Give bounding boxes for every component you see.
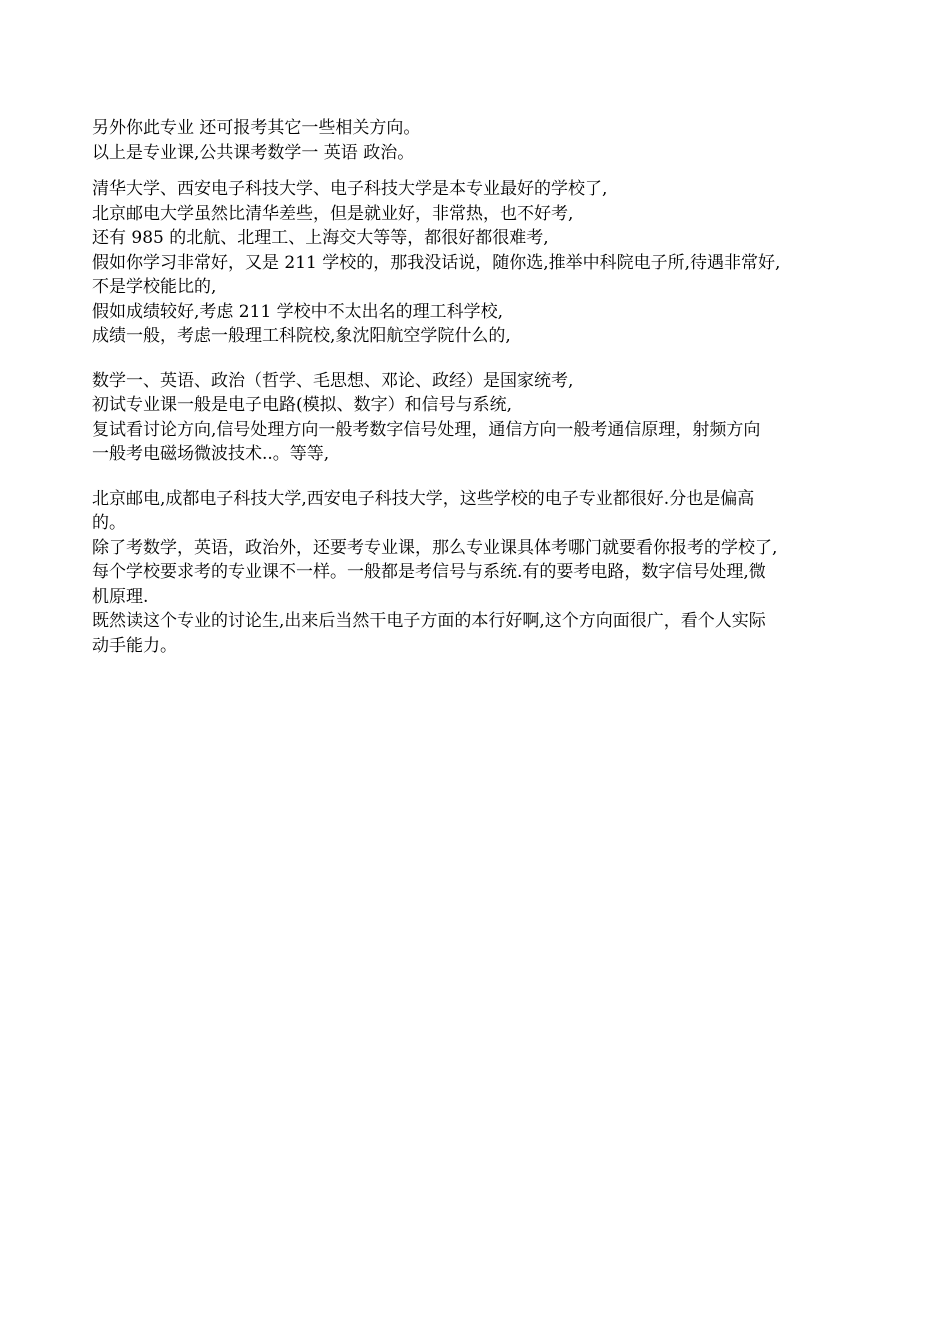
text-line: 假如成绩较好,考虑 211 学校中不太出名的理工科学校, — [92, 301, 504, 322]
text-line: 每个学校要求考的专业课不一样。一般都是考信号与系统.有的要考电路，数字信号处理,微 — [92, 562, 766, 582]
text-line: 还有 985 的北航、北理工、上海交大等等，都很好都很难考, — [92, 228, 549, 248]
text-line: 另外你此专业 还可报考其它一些相关方向。 — [92, 118, 421, 138]
paragraph-school-rankings — [92, 177, 872, 349]
text-line: 北京邮电大学虽然比清华差些，但是就业好，非常热，也不好考, — [92, 203, 574, 224]
text-line: 复试看讨论方向,信号处理方向一般考数字信号处理，通信方向一般考通信原理，射频方向 — [92, 419, 761, 440]
text-line: 北京邮电,成都电子科技大学,西安电子科技大学，这些学校的电子专业都很好.分也是偏高 — [92, 488, 755, 509]
document-body — [92, 116, 872, 678]
text-line: 的。 — [92, 513, 126, 533]
text-line: 成绩一般，考虑一般理工科院校,象沈阳航空学院什么的, — [92, 326, 511, 346]
paragraph-school-advice — [92, 487, 872, 659]
text-line: 数学一、英语、政治（哲学、毛思想、邓论、政经）是国家统考, — [92, 370, 574, 391]
text-line: 以上是专业课,公共课考数学一 英语 政治。 — [92, 142, 415, 163]
paragraph-extra-directions — [92, 116, 872, 165]
text-line: 初试专业课一般是电子电路(模拟、数字）和信号与系统, — [92, 395, 513, 415]
text-line: 除了考数学，英语，政治外，还要考专业课，那么专业课具体考哪门就要看你报考的学校了, — [92, 537, 778, 558]
text-line: 机原理. — [92, 586, 149, 607]
text-line: 假如你学习非常好，又是 211 学校的，那我没话说，随你选,推举中科院电子所,待遇非常好, — [92, 252, 781, 273]
text-line: 既然读这个专业的讨论生,出来后当然干电子方面的本行好啊,这个方向面很广，看个人实际 — [92, 611, 766, 631]
text-line: 清华大学、西安电子科技大学、电子科技大学是本专业最好的学校了, — [92, 179, 608, 199]
paragraph-exam-subjects — [92, 369, 872, 467]
text-line: 不是学校能比的, — [92, 277, 217, 297]
text-line: 一般考电磁场微波技术..。等等, — [92, 444, 330, 464]
text-line: 动手能力。 — [92, 635, 177, 656]
